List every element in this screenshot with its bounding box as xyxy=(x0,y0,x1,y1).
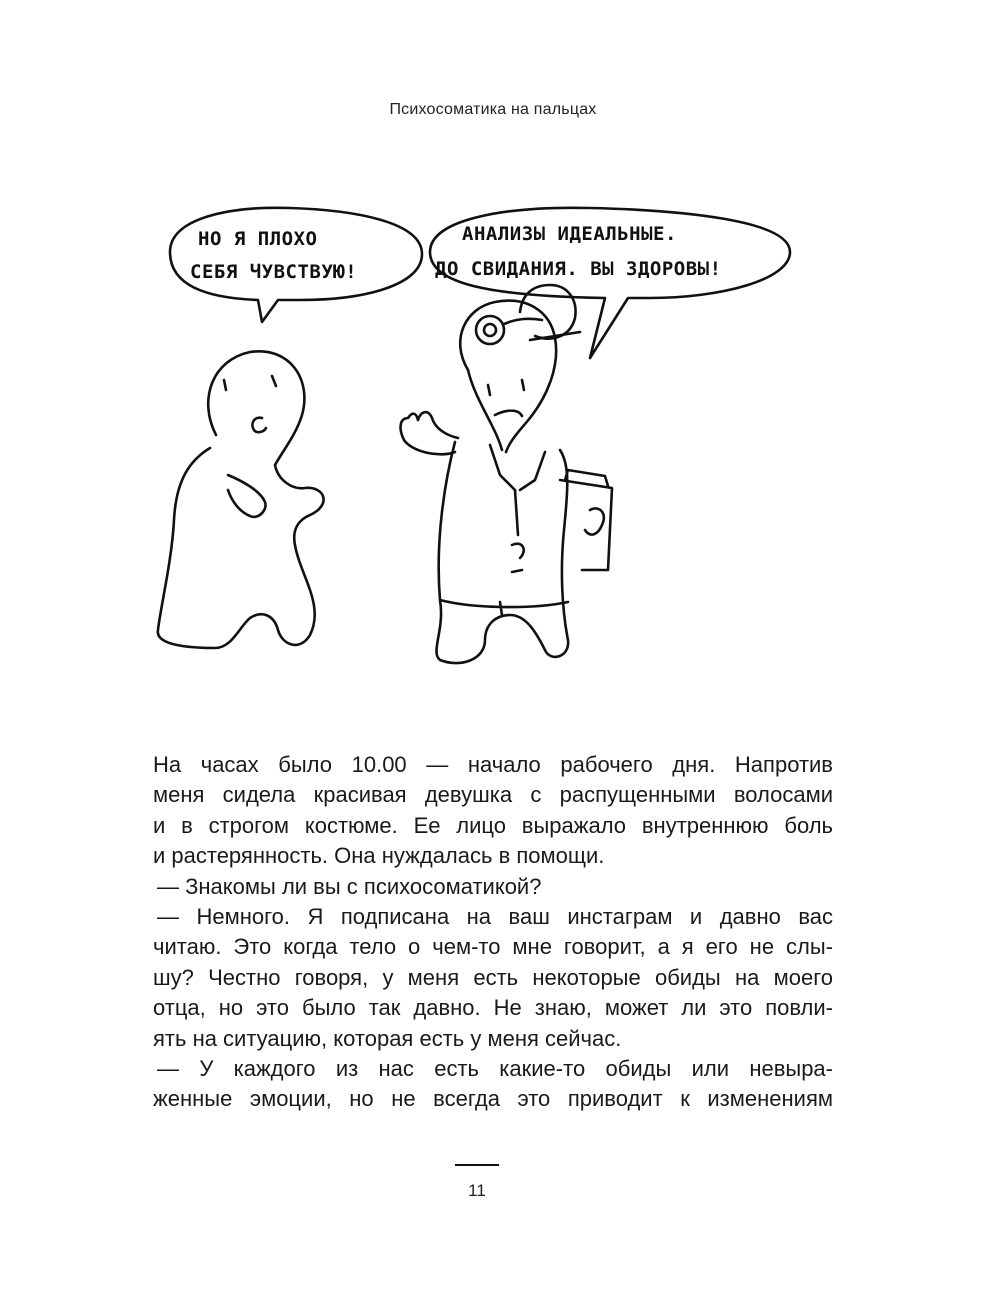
body-line: и в строгом костюме. Ее лицо выражало внутреннюю боль xyxy=(153,812,833,838)
footer-rule xyxy=(455,1164,499,1166)
body-line: ять на ситуацию, которая есть у меня сейчас. xyxy=(153,1025,622,1051)
body-line: и растерянность. Она нуждалась в помощи. xyxy=(153,843,605,869)
page-number: 11 xyxy=(468,1181,486,1200)
patient-mouth xyxy=(252,418,266,432)
cartoon-illustration xyxy=(150,190,800,670)
body-text xyxy=(153,750,833,1115)
body-line: На часах было 10.00 — начало рабочего дня. Напротив xyxy=(153,752,833,777)
doctor-mouth xyxy=(495,411,522,416)
patient-eye-right xyxy=(272,376,276,386)
doctor-coat xyxy=(436,442,568,663)
patient-figure xyxy=(158,351,324,648)
patient-arm xyxy=(228,475,266,517)
running-head: Психосоматика на пальцах xyxy=(389,101,597,118)
doctor-eye-left xyxy=(488,385,490,395)
doctor-bubble-line1: АНАЛИЗЫ ИДЕАЛЬНЫЕ. xyxy=(462,223,677,245)
head-mirror-icon xyxy=(476,316,504,344)
body-line: читаю. Это когда тело о чем-то мне говорит, а я его не слы- xyxy=(153,934,833,960)
body-line: меня сидела красивая девушка с распущенными волосами xyxy=(153,782,833,808)
doctor-cap xyxy=(520,285,576,339)
body-line: женные эмоции, но не всегда это приводит к изменениям xyxy=(153,1086,833,1112)
body-line: шу? Честно говоря, у меня есть некоторые обиды на моего xyxy=(153,964,833,990)
patient-bubble-line1: НО Я ПЛОХО xyxy=(198,228,318,250)
doctor-raised-hand xyxy=(401,412,458,454)
body-line: — Немного. Я подписана на ваш инстаграм и давно вас xyxy=(157,904,833,930)
patient-bubble-line2: СЕБЯ ЧУВСТВУЮ! xyxy=(190,261,358,283)
doctor-eye-right xyxy=(522,380,524,390)
body-line: — У каждого из нас есть какие-то обиды или невыра- xyxy=(157,1056,833,1082)
doctor-bubble-line2: ДО СВИДАНИЯ. ВЫ ЗДОРОВЫ! xyxy=(435,258,722,280)
body-line: отца, но это было так давно. Не знаю, может ли это повли- xyxy=(153,995,833,1021)
body-line: — Знакомы ли вы с психосоматикой? xyxy=(157,873,542,899)
cartoon-drawing xyxy=(150,190,800,670)
patient-eye-left xyxy=(224,380,226,390)
